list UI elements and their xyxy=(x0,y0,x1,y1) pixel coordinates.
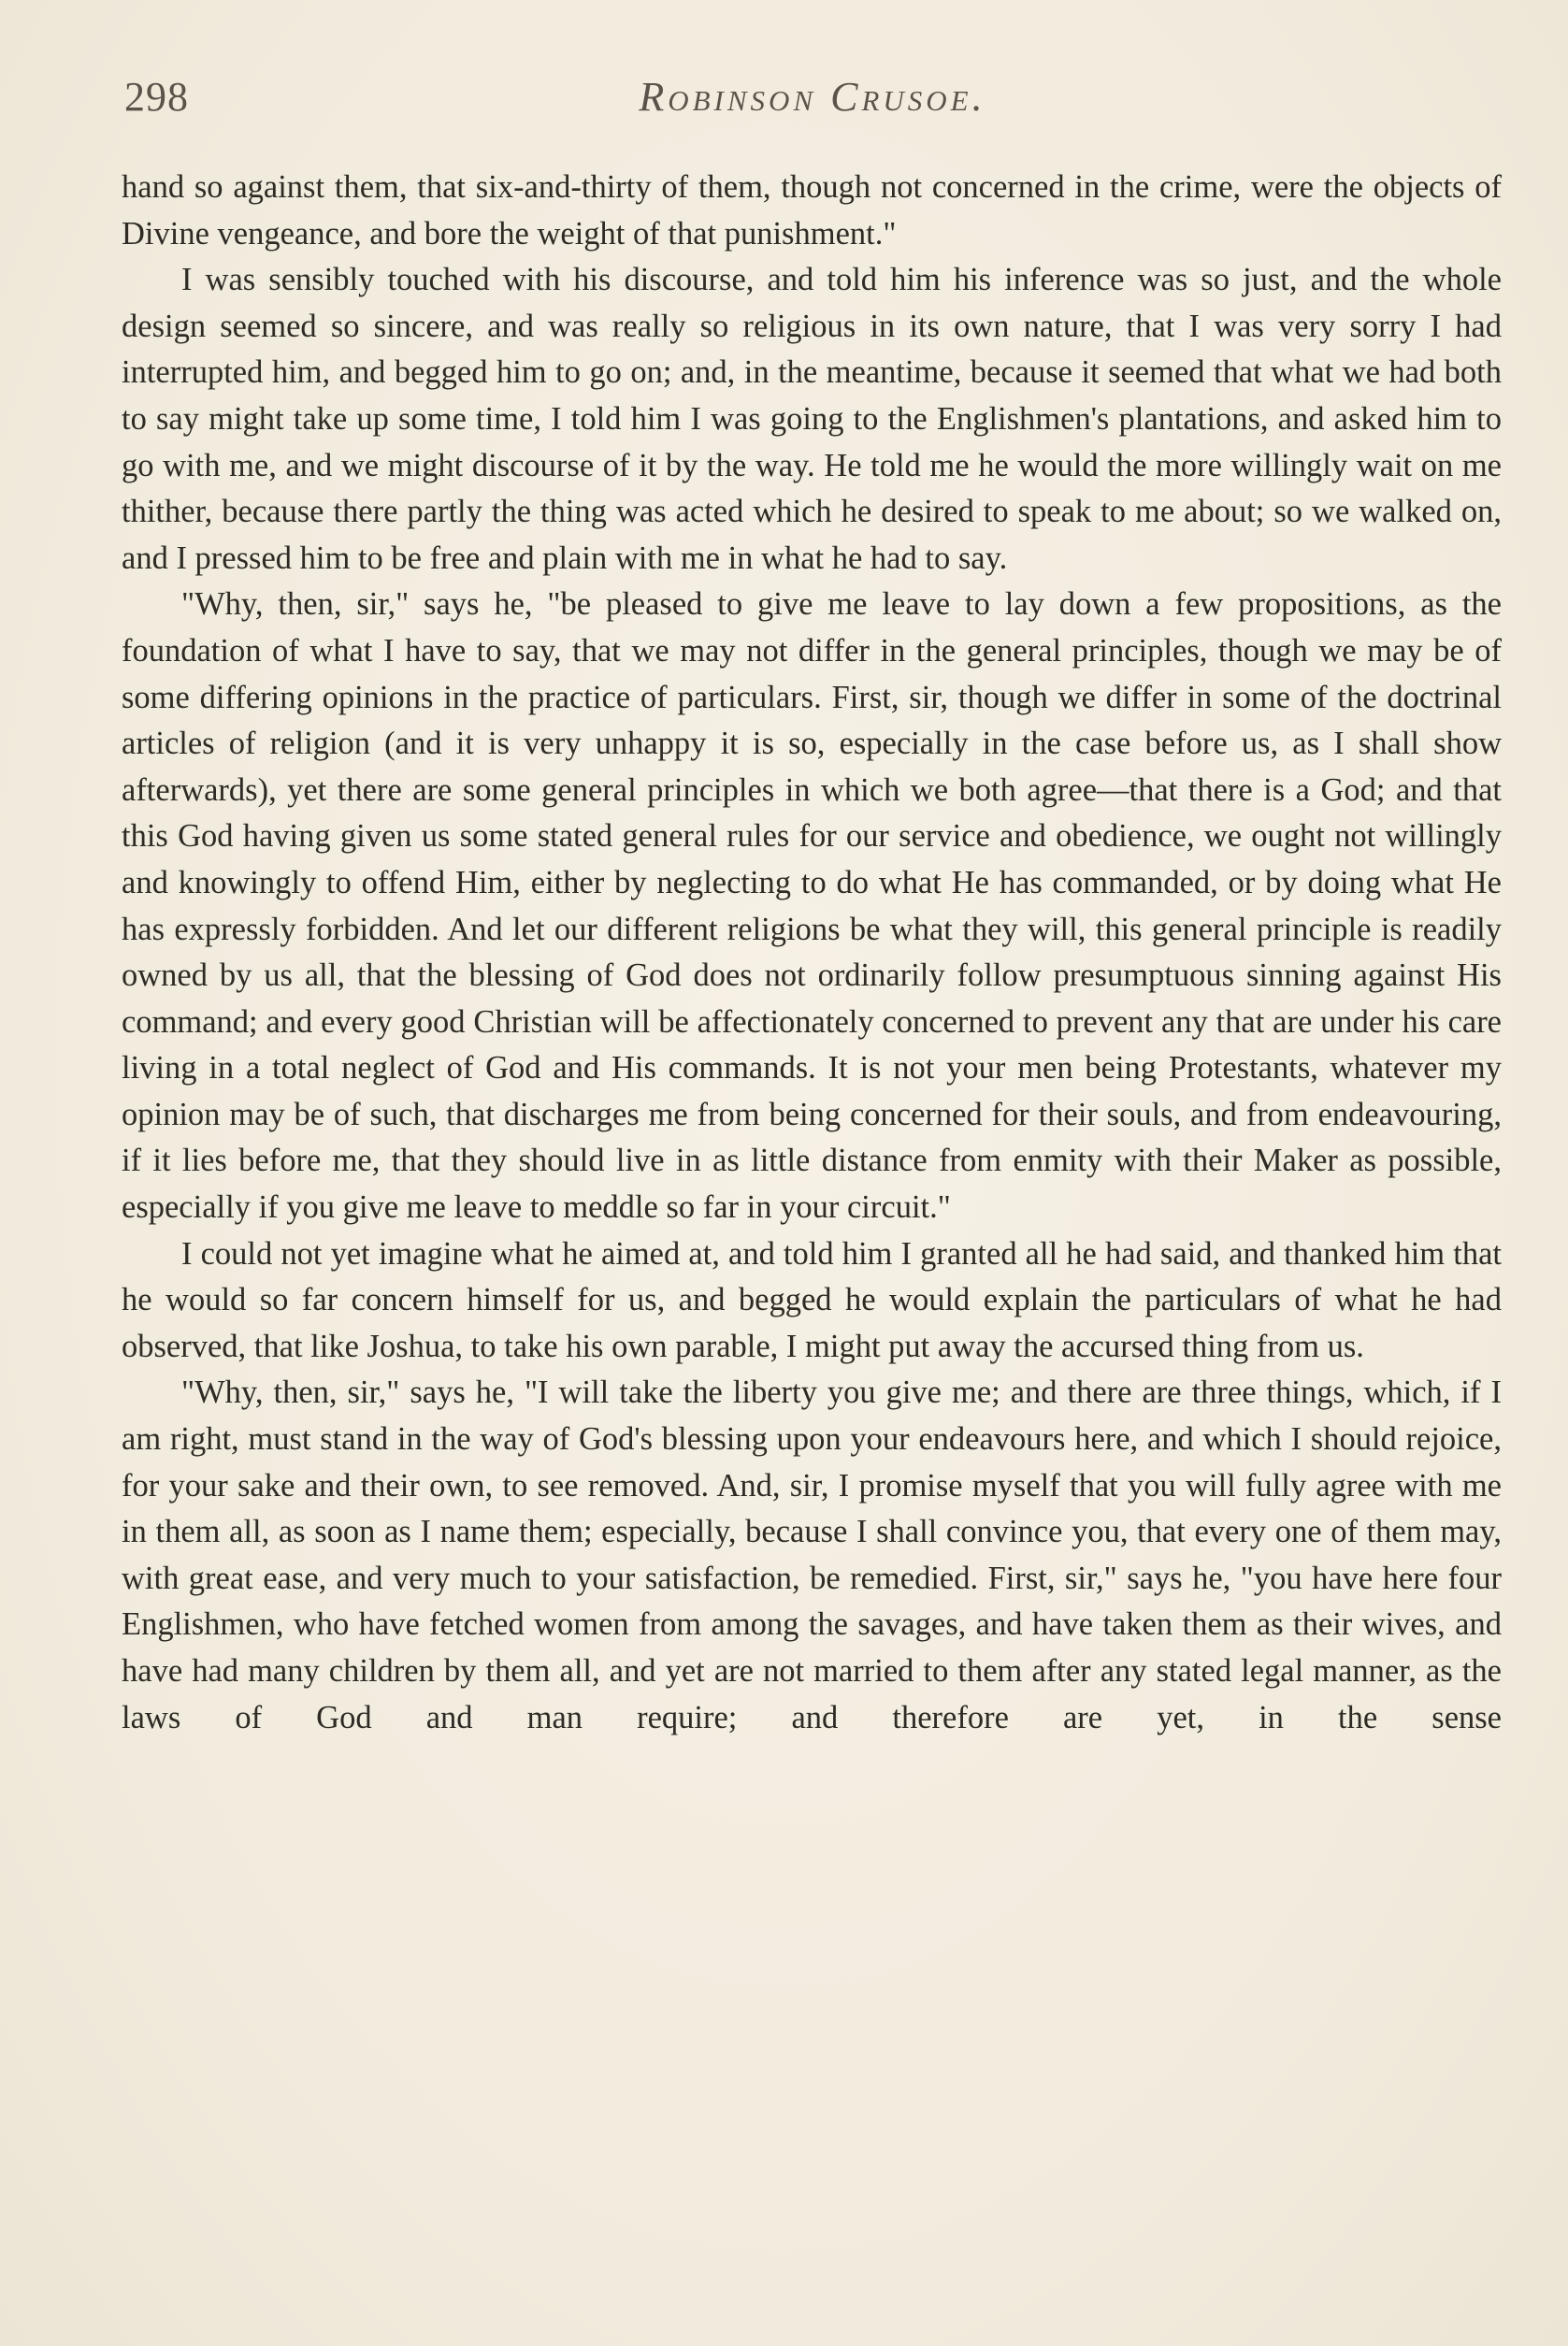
running-title: Robinson Crusoe. xyxy=(639,74,986,120)
body-text xyxy=(122,165,1502,1741)
page-number: 298 xyxy=(124,74,189,120)
paragraph-2: I was sensibly touched with his discourse, and told him his inference was so just, and the whole design seemed so sincere, and was really so religious in its own nature, that I was very sorry I had interrupted him, and begged him to go on; and, in the meantime, because it seemed that what we had both to say might take up some time, I told him I was going to the Englishmen's plantations, and asked him to go with me, and we might discourse of it by the way. He told me he would the more willingly wait on me thither, because there partly the thing was acted which he desired to speak to me about; so we walked on, and I pressed him to be free and plain with me in what he had to say. xyxy=(122,262,1502,576)
paragraph-3: "Why, then, sir," says he, "be pleased to give me leave to lay down a few propositions, as the foundation of what I have to say, that we may not differ in the general principles, though we may be of some differing opinions in the practice of particulars. First, sir, though we differ in some of the doctrinal articles of religion (and it is very unhappy it is so, especially in the case before us, as I shall show afterwards), yet there are some general principles in which we both agree—that there is a God; and that this God having given us some stated general rules for our service and obedience, we ought not willingly and knowingly to offend Him, either by neglecting to do what He has commanded, or by doing what He has expressly forbidden. And let our different religions be what they will, this general principle is readily owned by us all, that the blessing of God does not ordinarily follow presumptuous sinning against His command; and every good Christian will be affectionately concerned to prevent any that are under his care living in a total neglect of God and His commands. It is not your men being Protestants, whatever my opinion may be of such, that discharges me from being concerned for their souls, and from endeavouring, if it lies before me, that they should live in as little distance from enmity with their Maker as possible, especially if you give me leave to meddle so far in your circuit." xyxy=(122,586,1502,1226)
paragraph-4: I could not yet imagine what he aimed at, and told him I granted all he had said, and thanked him that he would so far concern himself for us, and begged he would explain the particulars of what he had observed, that like Joshua, to take his own parable, I might put away the accursed thing from us. xyxy=(122,1235,1502,1364)
paragraph-1: hand so against them, that six-and-thirty of them, though not concerned in the crime, were the objects of Divine vengeance, and bore the weight of that punishment." xyxy=(122,169,1502,252)
paragraph-5: "Why, then, sir," says he, "I will take the liberty you give me; and there are three things, which, if I am right, must stand in the way of God's blessing upon your endeavours here, and which I should rejoice, for your sake and their own, to see removed. And, sir, I promise myself that you will fully agree with me in them all, as soon as I name them; especially, because I shall convince you, that every one of them may, with great ease, and very much to your satisfaction, be remedied. First, sir," says he, "you have here four Englishmen, who have fetched women from among the savages, and have taken them as their wives, and have had many children by them all, and yet are not married to them after any stated legal manner, as the laws of God and man require; and therefore are yet, in the sense xyxy=(122,1374,1502,1735)
page-header xyxy=(124,73,1501,138)
